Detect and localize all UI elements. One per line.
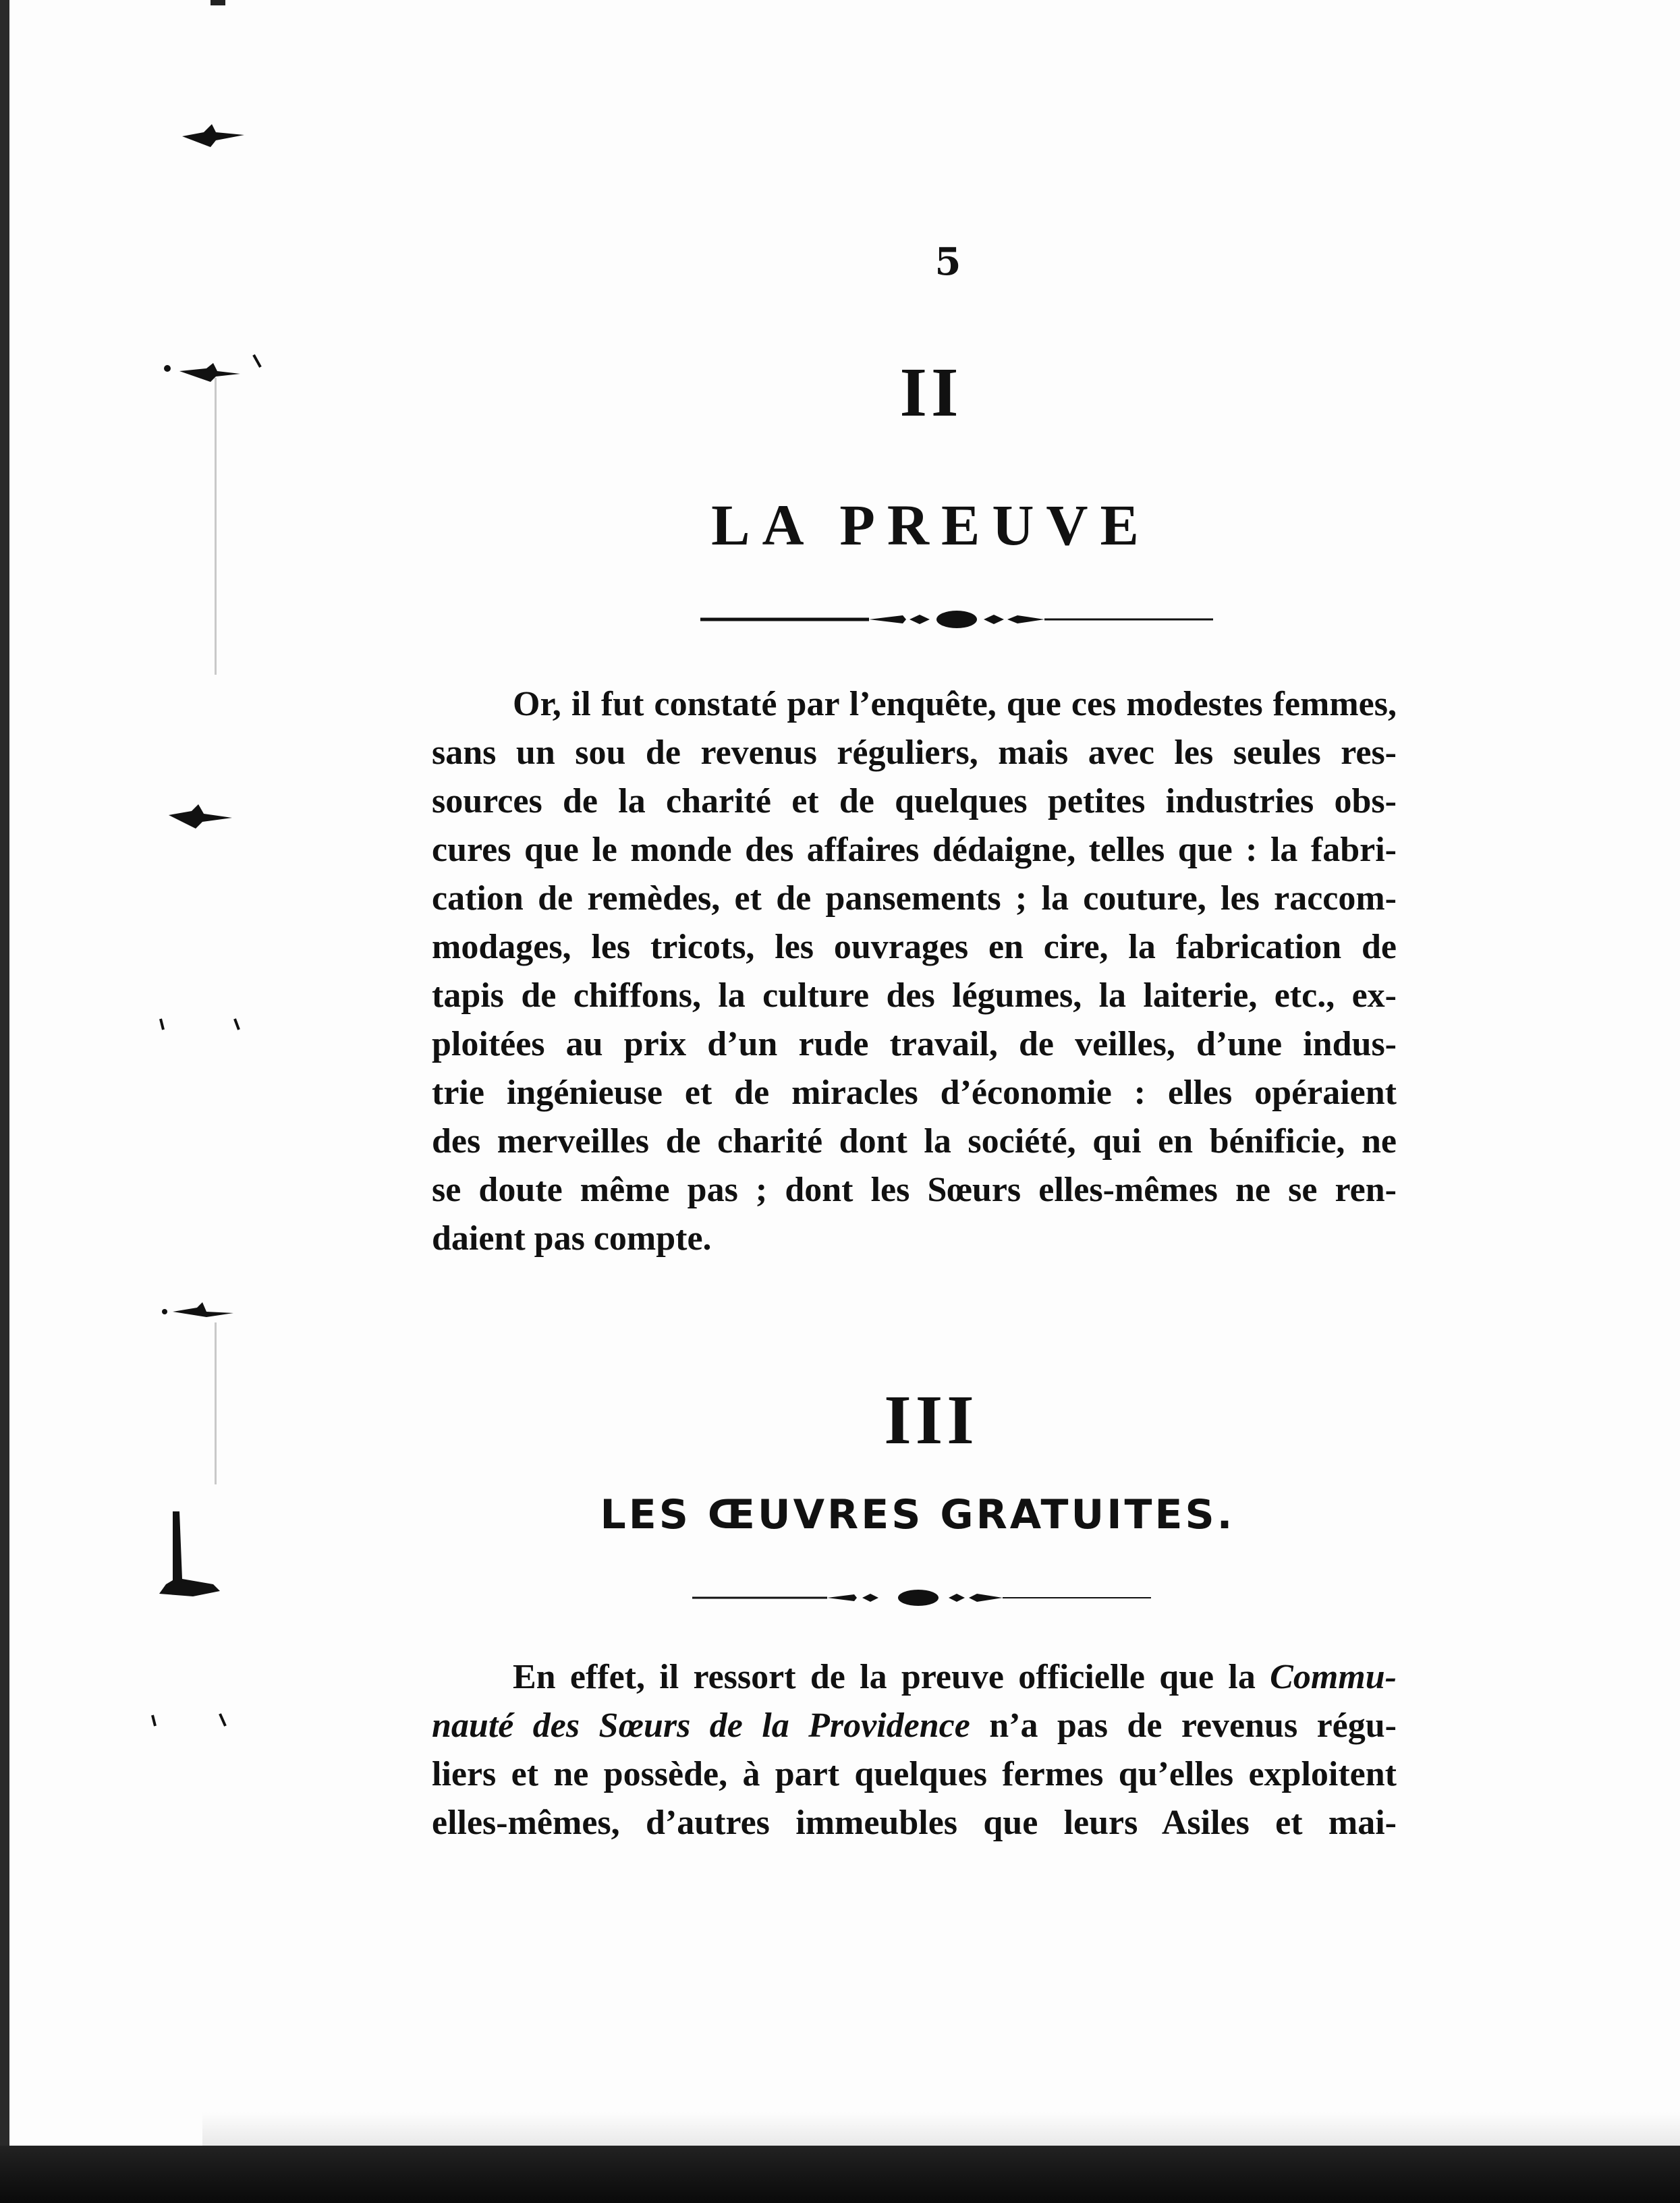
text-line: daient pas compte. <box>432 1219 712 1258</box>
stitch-mark <box>152 1505 233 1606</box>
scan-left-edge <box>0 0 9 2203</box>
section-numeral-ii: II <box>899 354 963 431</box>
stitch-mark <box>146 1707 233 1734</box>
text-line: cures que le monde des affaires dédaigne, telles que : la fabri- <box>432 831 1397 869</box>
text-run-italic: Commu- <box>1270 1658 1397 1696</box>
stitch-mark <box>159 351 267 391</box>
scan-bottom-edge <box>0 2146 1680 2203</box>
binding-line <box>215 1322 217 1484</box>
text-line <box>432 1702 1397 1750</box>
text-run: En effet, il ressort de la preuve officielle que la <box>513 1658 1270 1696</box>
text-line: trie ingénieuse et de miracles d’économie : elles opéraient <box>432 1073 1397 1112</box>
text-line: Or, il fut constaté par l’enquête, que ces modestes femmes, <box>513 685 1397 723</box>
text-line: modages, les tricots, les ouvrages en cire, la fabrication de <box>432 928 1397 966</box>
text-run-italic: nauté des Sœurs de la Providence <box>432 1706 970 1745</box>
paragraph-les-oeuvres-gratuites <box>432 1653 1397 1847</box>
stitch-mark <box>154 1012 248 1039</box>
text-line: tapis de chiffons, la culture des légumes, la laiterie, etc., ex- <box>432 976 1397 1015</box>
stitch-mark <box>177 115 251 155</box>
text-line: sources de la charité et de quelques petites industries obs- <box>432 782 1397 820</box>
page-number: 5 <box>934 240 961 284</box>
text-line <box>432 1653 1397 1702</box>
ornamental-rule <box>700 606 1213 633</box>
scan-top-mark <box>211 0 225 5</box>
text-line: des merveilles de charité dont la société, qui en bénificie, ne <box>432 1122 1397 1161</box>
section-numeral-iii: III <box>884 1381 978 1459</box>
text-line: liers et ne possède, à part quelques fermes qu’elles exploitent <box>432 1755 1397 1793</box>
paragraph-la-preuve <box>432 680 1397 1263</box>
stitch-mark <box>165 796 239 837</box>
stitch-mark <box>159 1295 240 1329</box>
text-line: ploitées au prix d’un rude travail, de veilles, d’une indus- <box>432 1025 1397 1063</box>
binding-line <box>215 378 217 675</box>
section-title-les-oeuvres-gratuites: LES ŒUVRES GRATUITES. <box>600 1491 1235 1538</box>
text-line: sans un sou de revenus réguliers, mais avec les seules res- <box>432 733 1397 772</box>
ornamental-rule <box>692 1584 1151 1611</box>
text-run: n’a pas de revenus régu- <box>970 1706 1397 1745</box>
scan-bottom-shadow <box>202 2112 1680 2146</box>
text-line: elles-mêmes, d’autres immeubles que leurs Asiles et mai- <box>432 1804 1397 1842</box>
section-title-la-preuve: LA PREUVE <box>711 493 1151 557</box>
text-line: cation de remèdes, et de pansements ; la couture, les raccom- <box>432 879 1397 918</box>
text-line: se doute même pas ; dont les Sœurs elles-mêmes ne se ren- <box>432 1171 1397 1209</box>
